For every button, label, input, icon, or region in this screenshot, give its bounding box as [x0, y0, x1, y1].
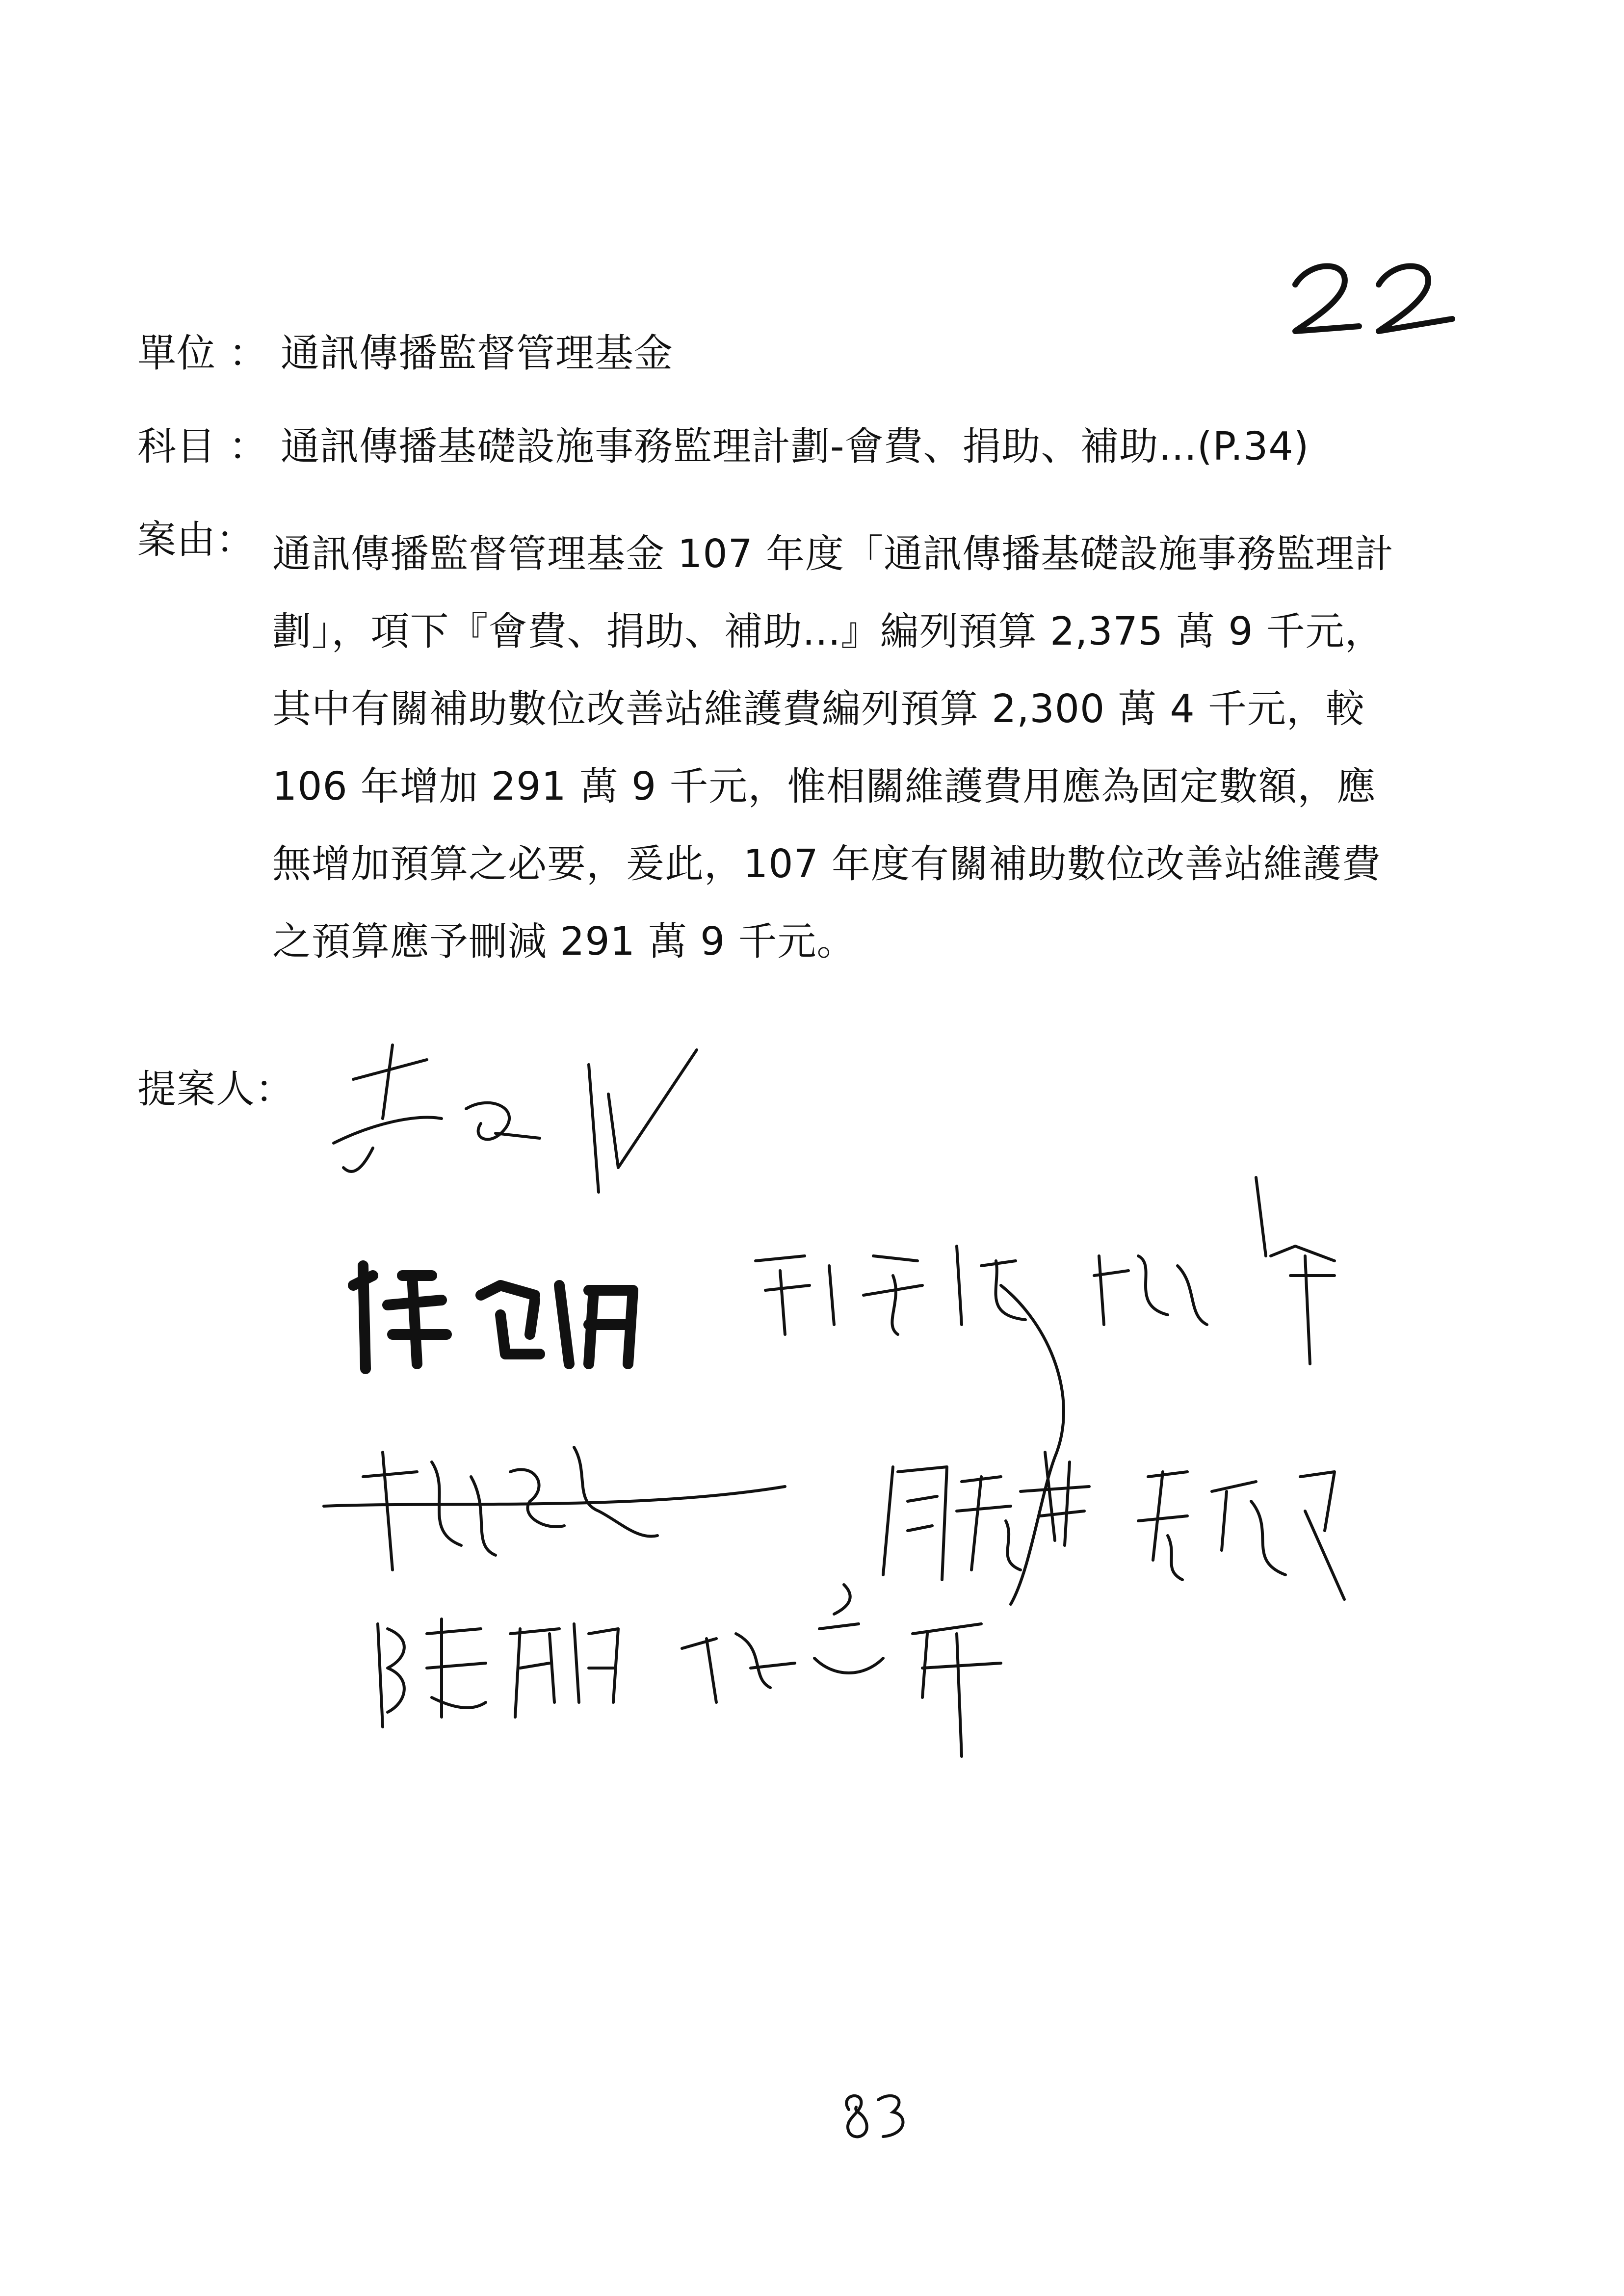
signature-4 [1094, 1177, 1335, 1364]
subject-value: 通訊傳播基礎設施事務監理計劃-會費、捐助、補助...(P.34) [281, 424, 1310, 469]
signature-8 [378, 1619, 618, 1727]
signature-3 [756, 1246, 1064, 1604]
reason-line: 劃」，項下『會費、捐助、補助...』編列預算 2,375 萬 9 千元， [272, 609, 1384, 654]
signature-9 [682, 1585, 1001, 1756]
handwritten-footer-page-number [834, 2085, 913, 2144]
reason-line: 無增加預算之必要，爰此，107 年度有關補助數位改善站維護費 [272, 841, 1381, 887]
unit-value: 通訊傳播監督管理基金 [281, 331, 673, 376]
reason-line: 其中有關補助數位改善站維護費編列預算 2,300 萬 4 千元，較 [272, 686, 1365, 731]
signature-2 [353, 1266, 633, 1369]
unit-label: 單位 [137, 331, 216, 376]
signature-7 [1138, 1472, 1344, 1599]
signature-6 [883, 1452, 1089, 1580]
unit-separator: ： [229, 331, 268, 376]
reason-line: 之預算應予刪減 291 萬 9 千元。 [272, 919, 856, 964]
subject-separator: ： [229, 424, 268, 469]
proposer-label: 提案人 [137, 1067, 255, 1112]
reason-line: 106 年增加 291 萬 9 千元，惟相關維護費用應為固定數額，應 [272, 764, 1376, 809]
proposer-separator: ： [255, 1067, 294, 1112]
subject-label: 科目 [137, 424, 216, 469]
reason-separator: ： [216, 517, 255, 562]
signature-1 [334, 1045, 697, 1192]
reason-label: 案由 [137, 517, 216, 562]
signature-5 [324, 1447, 785, 1570]
reason-line: 通訊傳播監督管理基金 107 年度「通訊傳播基礎設施事務監理計 [272, 531, 1394, 576]
